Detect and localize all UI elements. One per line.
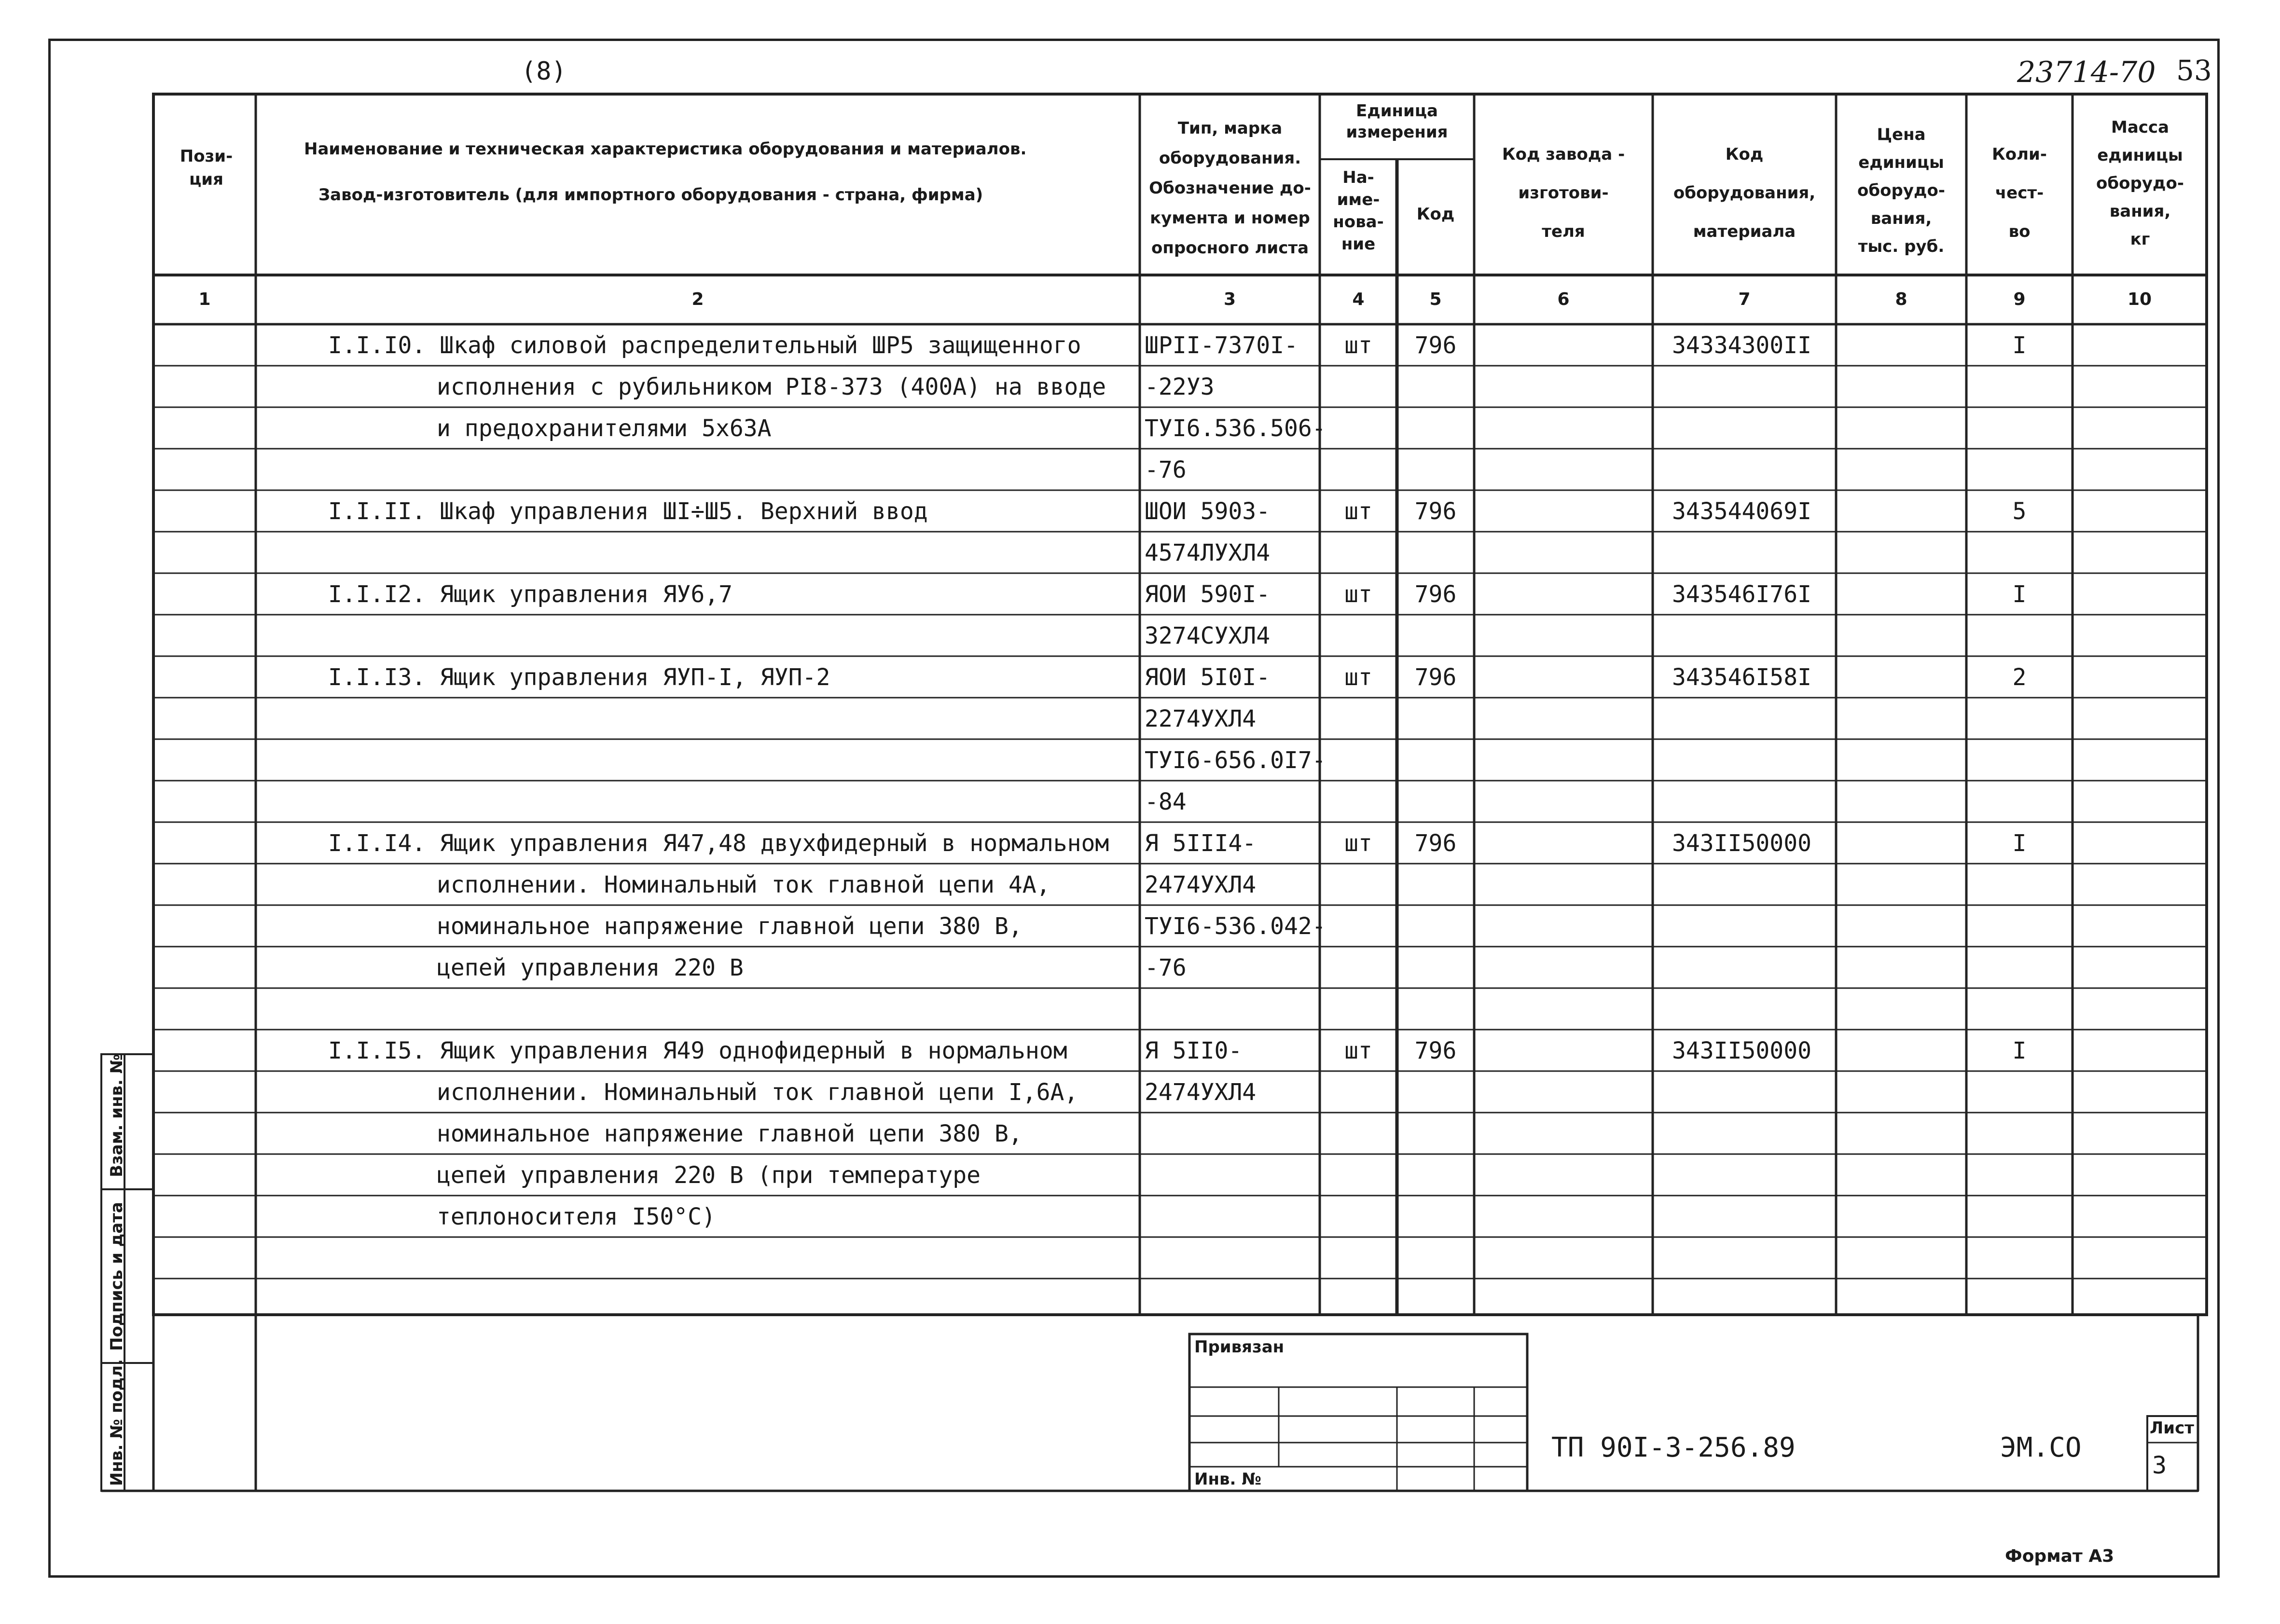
tb-mark: ЭМ.СО xyxy=(2000,1432,2082,1463)
document-number: 23714-70 xyxy=(2017,55,2156,89)
item-type: ТУI6-536.042- xyxy=(1145,913,1326,940)
item-quantity: I xyxy=(2012,332,2027,359)
column-number: 8 xyxy=(1895,289,1907,309)
item-name: исполнения с рубильником РI8-373 (400А) на вводе xyxy=(437,373,1106,400)
item-name: теплоносителя I50°С) xyxy=(437,1203,716,1230)
item-type: -76 xyxy=(1145,954,1187,981)
item-type: ЯОИ 5I0I- xyxy=(1145,664,1271,691)
column-number: 7 xyxy=(1738,289,1751,309)
item-unit-code: 796 xyxy=(1414,498,1457,525)
item-equipment-code: 34334300II xyxy=(1672,332,1811,359)
item-quantity: 5 xyxy=(2012,498,2027,525)
header-factory-code: Код завода - изготови- теля xyxy=(1502,145,1625,241)
item-name: цепей управления 220 В (при температуре xyxy=(437,1162,981,1189)
tb-privyazan: Привязан xyxy=(1194,1337,1285,1357)
item-unit-code: 796 xyxy=(1414,332,1457,359)
item-type: 2474УХЛ4 xyxy=(1145,1079,1257,1106)
header-price: Цена единицы оборудо- вания, тыс. руб. xyxy=(1857,125,1945,256)
tb-inv-no: Инв. № xyxy=(1194,1470,1262,1489)
side-label-signature-date: Подпись и дата xyxy=(107,1202,126,1351)
column-number: 4 xyxy=(1352,289,1365,309)
header-unit-code: Код xyxy=(1416,205,1455,224)
item-type: ТУI6-656.0I7- xyxy=(1145,747,1326,774)
item-name: I.I.I5. Ящик управления Я49 однофидерный в нормальном xyxy=(328,1037,1067,1064)
tb-list-number: 3 xyxy=(2152,1451,2167,1479)
item-quantity: I xyxy=(2012,581,2027,608)
item-unit: шт xyxy=(1344,1037,1372,1064)
item-name: I.I.II. Шкаф управления ШI÷Ш5. Верхний ввод xyxy=(328,498,928,525)
item-name: I.I.I3. Ящик управления ЯУП-I, ЯУП-2 xyxy=(328,664,830,691)
tb-format: Формат А3 xyxy=(2005,1546,2114,1566)
item-unit: шт xyxy=(1344,664,1372,691)
header-equipment-code: Код оборудования, материала xyxy=(1673,145,1816,241)
item-name: исполнении. Номинальный ток главной цепи I,6А, xyxy=(437,1079,1078,1106)
item-unit-code: 796 xyxy=(1414,1037,1457,1064)
item-type: ШОИ 5903- xyxy=(1145,498,1271,525)
item-type: Я 5III4- xyxy=(1145,830,1257,857)
item-type: 3274СУХЛ4 xyxy=(1145,622,1271,649)
column-number: 9 xyxy=(2013,289,2026,309)
column-number: 10 xyxy=(2127,289,2152,309)
header-name: Наименование и техническая характеристика оборудования и материалов. xyxy=(304,139,1027,159)
page-number: 53 xyxy=(2176,54,2212,87)
item-equipment-code: 343544069I xyxy=(1672,498,1811,525)
item-name: номинальное напряжение главной цепи 380 В, xyxy=(437,913,1023,940)
header-unit: Единица измерения xyxy=(1346,101,1448,142)
item-type: Я 5II0- xyxy=(1145,1037,1243,1064)
item-unit: шт xyxy=(1344,498,1372,525)
item-name: I.I.I0. Шкаф силовой распределительный ШР5 защищенного xyxy=(328,332,1081,359)
item-quantity: I xyxy=(2012,830,2027,857)
item-type: ШРII-7370I- xyxy=(1145,332,1298,359)
item-type: 2274УХЛ4 xyxy=(1145,705,1257,732)
item-name: номинальное напряжение главной цепи 380 В, xyxy=(437,1120,1023,1147)
tb-list-label: Лист xyxy=(2150,1418,2194,1438)
item-quantity: 2 xyxy=(2012,664,2027,691)
column-number: 1 xyxy=(198,289,211,309)
column-number: 5 xyxy=(1429,289,1442,309)
header-type: Тип, марка оборудования. Обозначение до- кумента и номер опросного листа xyxy=(1149,119,1311,258)
header-quantity: Коли- чест- во xyxy=(1992,145,2047,241)
item-type: -76 xyxy=(1145,456,1187,483)
item-name: цепей управления 220 В xyxy=(437,954,744,981)
item-equipment-code: 343546I76I xyxy=(1672,581,1811,608)
header-position: Пози- ция xyxy=(180,147,233,189)
item-unit-code: 796 xyxy=(1414,581,1457,608)
item-name: и предохранителями 5х63А xyxy=(437,415,772,442)
item-unit: шт xyxy=(1344,332,1372,359)
column-number: 6 xyxy=(1557,289,1570,309)
item-unit-code: 796 xyxy=(1414,830,1457,857)
item-name: исполнении. Номинальный ток главной цепи 4А, xyxy=(437,871,1050,898)
column-number: 3 xyxy=(1223,289,1236,309)
item-type: ТУI6.536.506- xyxy=(1145,415,1326,442)
item-name: I.I.I2. Ящик управления ЯУ6,7 xyxy=(328,581,733,608)
item-type: ЯОИ 590I- xyxy=(1145,581,1271,608)
item-equipment-code: 343546I58I xyxy=(1672,664,1811,691)
header-manufacturer: Завод-изготовитель (для импортного оборудования - страна, фирма) xyxy=(318,185,983,205)
item-type: 4574ЛУХЛ4 xyxy=(1145,539,1271,566)
sheet-number: (8) xyxy=(521,57,567,86)
tb-doc-code: ТП 90I-3-256.89 xyxy=(1551,1432,1796,1463)
item-type: -84 xyxy=(1145,788,1187,815)
item-unit: шт xyxy=(1344,581,1372,608)
side-label-replacement-inv: Взам. инв. № xyxy=(107,1054,126,1177)
item-unit-code: 796 xyxy=(1414,664,1457,691)
item-unit: шт xyxy=(1344,830,1372,857)
item-equipment-code: 343II50000 xyxy=(1672,830,1811,857)
column-number: 2 xyxy=(691,289,704,309)
header-unit-name: На- име- нова- ние xyxy=(1333,168,1384,254)
item-type: 2474УХЛ4 xyxy=(1145,871,1257,898)
item-type: -22У3 xyxy=(1145,373,1215,400)
side-label-original-inv: Инв. № подл. xyxy=(107,1359,126,1486)
header-mass: Масса единицы оборудо- вания, кг xyxy=(2096,118,2184,249)
item-quantity: I xyxy=(2012,1037,2027,1064)
item-name: I.I.I4. Ящик управления Я47,48 двухфидерный в нормальном xyxy=(328,830,1109,857)
item-equipment-code: 343II50000 xyxy=(1672,1037,1811,1064)
